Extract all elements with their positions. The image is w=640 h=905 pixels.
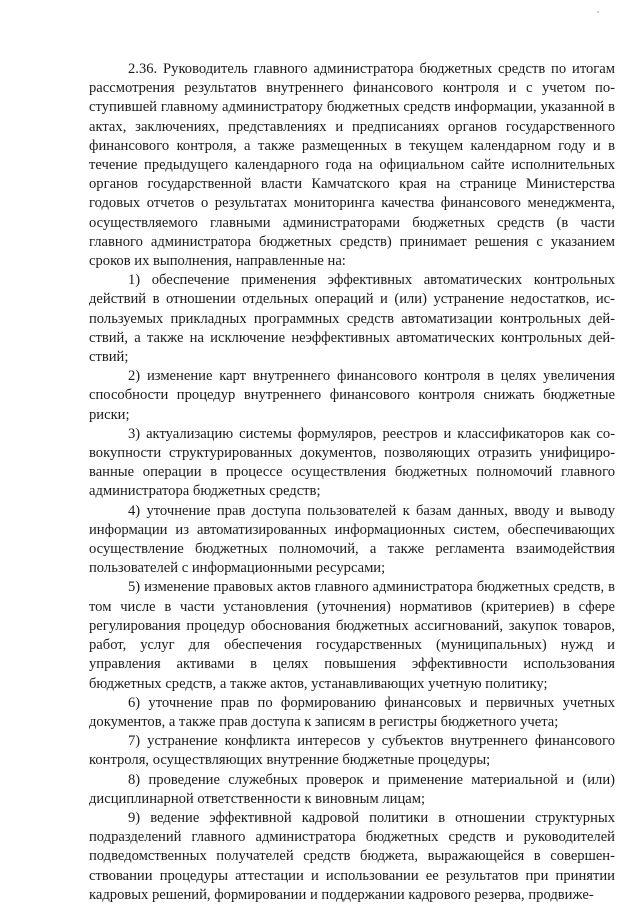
- list-item-6: 6) уточнение прав по формированию финансовых и первичных учетных документов, а также прав доступа к записям в регистры бюджетного учета;: [89, 694, 615, 730]
- list-item-4: 4) уточнение прав доступа пользователей к базам данных, вводу и выводу информации из автоматизированных информационных систем, обеспечивающих осуществление бюджетных полномочий, а также регламента взаимодействия пользователей с информационными ресурсами;: [89, 502, 615, 577]
- list-item-2: 2) изменение карт внутреннего финансового контроля в целях увеличения способности процедур внутреннего финансового контроля снижать бюджетные риски;: [89, 368, 615, 423]
- list-item-1: 1) обеспечение применения эффективных автоматических контрольных действий в отношении отдельных операций и (или) устранение недостатков, используемых прикладных программных средств автоматизации контрольных действий, а также на исключение неэффективных автоматических контрольных действий;: [89, 272, 615, 366]
- list-item-5: 5) изменение правовых актов главного администратора бюджетных средств, в том числе в части установления (уточнения) нормативов (критериев) в сфере регулирования процедур обоснования бюджетных ассигнований, закупок товаров, работ, услуг для обеспечения государственных (муниципальных) нужд и управления активами в целях повышения эффективности использования бюджетных средств, а также актов, устанавливающих учетную политику;: [89, 579, 615, 692]
- document-body: [89, 60, 615, 905]
- list-item-8: 8) проведение служебных проверок и применение материальной и (или) дисциплинарной ответственности к виновным лицам;: [89, 771, 615, 807]
- list-item-3: 3) актуализацию системы формуляров, реестров и классификаторов как совокупности структурированных документов, позволяющих отразить унифицированные операции в процессе осуществления бюджетных полномочий главного администратора бюджетных средств;: [89, 425, 615, 500]
- paragraph-2-36: 2.36. Руководитель главного администратора бюджетных средств по итогам рассмотрения результатов внутреннего финансового контроля и с учетом поступившей главному администратору бюджетных средств информации, указанной в актах, заключениях, представлениях и предписаниях органов государственного финансового контроля, а также размещенных в текущем календарном году и в течение предыдущего календарного года на официальном сайте исполнительных органов государственной власти Камчатского края на странице Министерства годовых отчетов о результатах мониторинга качества финансового менеджмента, осуществляемого главными администраторами бюджетных средств (в части главного администратора бюджетных средств) принимает решения с указанием сроков их выполнения, направленные на:: [89, 61, 615, 270]
- list-item-7: 7) устранение конфликта интересов у субъектов внутреннего финансового контроля, осуществляющих внутренние бюджетные процедуры;: [89, 733, 615, 769]
- list-item-9: 9) ведение эффективной кадровой политики в отношении структурных подразделений главного администратора бюджетных средств и руководителей подведомственных получателей средств бюджета, выражающейся в совершенствовании процедуры аттестации и использовании ее результатов при принятии кадровых решений, формировании и поддержании кадрового резерва, продвиже-: [89, 809, 615, 903]
- scan-speck: [597, 11, 599, 13]
